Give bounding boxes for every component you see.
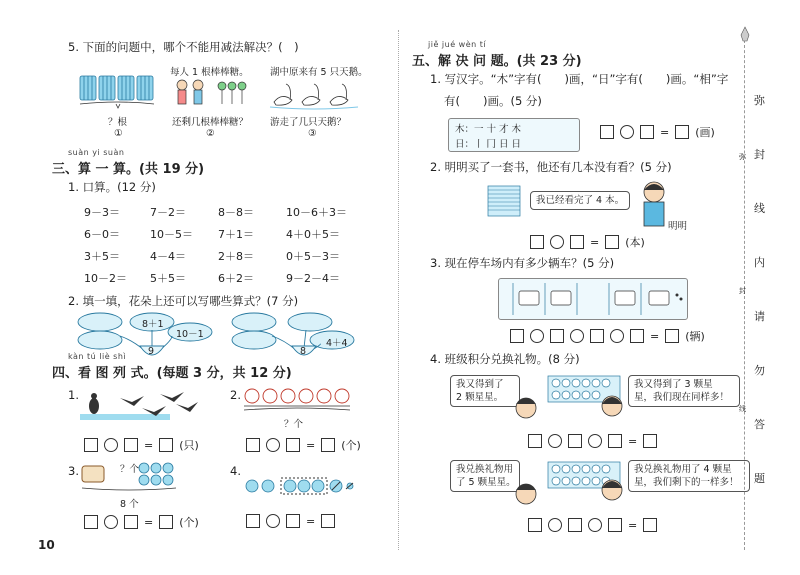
unit-label: (个) — [341, 439, 361, 452]
answer-box[interactable] — [321, 514, 335, 528]
operator-circle[interactable] — [548, 434, 562, 448]
calc-2-3: 0＋5－3＝ — [286, 250, 340, 263]
operator-circle[interactable] — [550, 235, 564, 249]
answer-box[interactable] — [84, 515, 98, 529]
q4-bubble-2: 我又得到了 3 颗星 星，我们现在同样多！ — [628, 375, 740, 407]
q1-line2: 有( )画。(5 分) — [444, 94, 542, 108]
q4-equation-1: = — [528, 434, 657, 448]
answer-box[interactable] — [675, 125, 689, 139]
answer-box[interactable] — [84, 438, 98, 452]
operator-circle[interactable] — [266, 514, 280, 528]
answer-box[interactable] — [321, 438, 335, 452]
sec4-p3-num: 3. — [68, 464, 79, 478]
strokes-box — [448, 118, 580, 152]
girl-figure-2 — [600, 464, 624, 510]
q4-title: 4. 班级积分兑换礼物。(8 分) — [430, 352, 580, 366]
calc-0-0: 9－3＝ — [84, 206, 120, 219]
sec4-p2-q: ？个 — [284, 419, 304, 430]
peaches-picture — [242, 386, 352, 420]
sec4-pinyin: kàn tú liè shì — [68, 352, 127, 361]
seal-char-5: 请 — [754, 310, 765, 323]
q5-item3-question: 游走了几只天鹅？ — [270, 117, 347, 128]
answer-box[interactable] — [630, 329, 644, 343]
seal-char-8: 题 — [754, 472, 765, 485]
calc-0-3: 10－6＋3＝ — [286, 206, 347, 219]
sec5-pinyin: jiě jué wèn tí — [428, 40, 487, 49]
q5-item1-answer: ？根 — [108, 117, 128, 128]
seal-char-3: 线 — [754, 202, 765, 215]
seal-small-2: 封 — [739, 287, 746, 295]
q2-equation: = (本) — [530, 234, 645, 250]
sec4-p3-q: ？个 — [120, 464, 140, 475]
answer-box[interactable] — [590, 329, 604, 343]
q1-line1: 1. 写汉字。“木”字有( )画，“日”字有( )画。“相”字 — [430, 72, 729, 86]
sec3-q1-title: 1. 口算。(12 分) — [68, 180, 156, 194]
answer-box[interactable] — [643, 518, 657, 532]
circles-picture — [244, 476, 354, 496]
operator-circle[interactable] — [548, 518, 562, 532]
calc-2-0: 3＋5＝ — [84, 250, 120, 263]
sec4-title: 四、看 图 列 式。(每题 3 分，共 12 分) — [52, 366, 292, 381]
q4-equation-2: = — [528, 518, 657, 532]
calc-3-3: 9－2－4＝ — [286, 272, 340, 285]
q4-bubble-3: 我兑换礼物用 了 5 颗星星。 — [450, 460, 520, 492]
seal-small-3: 线 — [739, 405, 746, 413]
sec3-pinyin: suàn yi suàn — [68, 148, 125, 157]
girl-figure — [600, 380, 624, 428]
sec3-title: 三、算 一 算。(共 19 分) — [52, 162, 205, 177]
operator-circle[interactable] — [570, 329, 584, 343]
q5-item2-text: 每人 1 根棒棒糖。 — [170, 67, 249, 78]
swans-picture — [268, 78, 360, 110]
unit-label: (本) — [625, 236, 645, 249]
q5-item2-mark: ② — [206, 128, 215, 139]
answer-box[interactable] — [124, 438, 138, 452]
page-divider — [398, 30, 399, 550]
parking-lot-picture — [498, 278, 688, 320]
unit-label: (个) — [179, 516, 199, 529]
operator-circle[interactable] — [620, 125, 634, 139]
calc-1-0: 6－0＝ — [84, 228, 120, 241]
answer-box[interactable] — [246, 438, 260, 452]
answer-box[interactable] — [528, 518, 542, 532]
operator-circle[interactable] — [104, 438, 118, 452]
answer-box[interactable] — [640, 125, 654, 139]
sec5-title: 五、解 决 问 题。(共 23 分) — [412, 54, 582, 69]
answer-box[interactable] — [550, 329, 564, 343]
sec4-p4-equation: = — [246, 514, 335, 528]
flower1-center: 9 — [148, 346, 155, 357]
seal-small-1: 弥 — [739, 153, 746, 161]
answer-box[interactable] — [286, 514, 300, 528]
sec4-p2-equation: = (个) — [246, 437, 361, 453]
answer-box[interactable] — [286, 438, 300, 452]
page-number: 10 — [38, 538, 55, 552]
answer-box[interactable] — [570, 235, 584, 249]
seal-char-6: 勿 — [754, 364, 765, 377]
operator-circle[interactable] — [610, 329, 624, 343]
sec4-p4-num: 4. — [230, 464, 241, 478]
calc-1-3: 4＋0＋5＝ — [286, 228, 340, 241]
seal-char-7: 答 — [754, 418, 765, 431]
answer-box[interactable] — [528, 434, 542, 448]
calc-0-2: 8－8＝ — [218, 206, 254, 219]
q5-item3-text: 湖中原来有 5 只天鹅。 — [270, 67, 368, 78]
boy-figure — [636, 180, 672, 230]
seal-char-2: 封 — [754, 148, 765, 161]
answer-box[interactable] — [246, 514, 260, 528]
sec4-p2-num: 2. — [230, 388, 241, 402]
answer-box[interactable] — [568, 518, 582, 532]
operator-circle[interactable] — [104, 515, 118, 529]
operator-circle[interactable] — [266, 438, 280, 452]
q5-item2-question: 还剩几根棒棒糖？ — [172, 117, 249, 128]
q2-name: 明明 — [668, 221, 688, 232]
calc-0-1: 7－2＝ — [150, 206, 186, 219]
q5-item1-mark: ① — [114, 128, 123, 139]
answer-box[interactable] — [665, 329, 679, 343]
q4-bubble-4: 我兑换礼物用了 4 颗星 星，我们剩下的一样多！ — [628, 460, 750, 492]
q3-equation: = (辆) — [510, 328, 705, 344]
answer-box[interactable] — [510, 329, 524, 343]
answer-box[interactable] — [568, 434, 582, 448]
calc-2-1: 4－4＝ — [150, 250, 186, 263]
flower1-right: 10－1 — [176, 329, 204, 340]
flower1-top: 8＋1 — [142, 319, 164, 330]
operator-circle[interactable] — [530, 329, 544, 343]
pencil-bundles-picture — [78, 70, 160, 110]
book-stack-icon — [486, 182, 522, 220]
sec4-p3-total: 8 个 — [120, 499, 139, 510]
answer-box[interactable] — [608, 518, 622, 532]
flower2-right: 4＋4 — [326, 338, 348, 349]
unit-label: (画) — [695, 126, 715, 139]
answer-box[interactable] — [124, 515, 138, 529]
strokes-mu: 木：一 十 才 木 — [455, 124, 522, 135]
answer-box[interactable] — [600, 125, 614, 139]
q5-item3-mark: ③ — [308, 128, 317, 139]
answer-box[interactable] — [159, 515, 173, 529]
calc-3-1: 5＋5＝ — [150, 272, 186, 285]
calc-1-2: 7＋1＝ — [218, 228, 254, 241]
seal-char-1: 弥 — [754, 94, 765, 107]
operator-circle[interactable] — [588, 434, 602, 448]
q2-speech-bubble: 我已经看完了 4 本。 — [530, 191, 630, 210]
sec3-q2-title: 2. 填一填，花朵上还可以写哪些算式？(7 分) — [68, 294, 299, 308]
answer-box[interactable] — [530, 235, 544, 249]
q1-equation: = (画) — [600, 124, 715, 140]
answer-box[interactable] — [605, 235, 619, 249]
sec4-p1-num: 1. — [68, 388, 79, 402]
flower2-center: 8 — [300, 346, 307, 357]
unit-label: (辆) — [685, 330, 705, 343]
q2-title: 2. 明明买了一套书，他还有几本没有看？(5 分) — [430, 160, 672, 174]
calc-2-2: 2＋8＝ — [218, 250, 254, 263]
children-lollipops-picture — [172, 78, 252, 110]
answer-box[interactable] — [159, 438, 173, 452]
calc-3-2: 6＋2＝ — [218, 272, 254, 285]
calc-3-0: 10－2＝ — [84, 272, 127, 285]
seal-char-4: 内 — [754, 256, 765, 269]
unit-label: (只) — [179, 439, 199, 452]
operator-circle[interactable] — [588, 518, 602, 532]
answer-box[interactable] — [643, 434, 657, 448]
strokes-ri: 日：丨 冂 日 日 — [455, 139, 522, 150]
q3-title: 3. 现在停车场内有多少辆车？(5 分) — [430, 256, 615, 270]
calc-1-1: 10－5＝ — [150, 228, 193, 241]
answer-box[interactable] — [608, 434, 622, 448]
q4-bubble-1: 我又得到了 2 颗星星。 — [450, 375, 520, 407]
sec4-p1-equation: = (只) — [84, 437, 199, 453]
sec4-p3-equation: = (个) — [84, 514, 199, 530]
q5-title: 5. 下面的问题中，哪个不能用减法解决？( ) — [68, 40, 299, 54]
birds-picture — [80, 388, 200, 422]
rocket-icon — [738, 26, 752, 44]
